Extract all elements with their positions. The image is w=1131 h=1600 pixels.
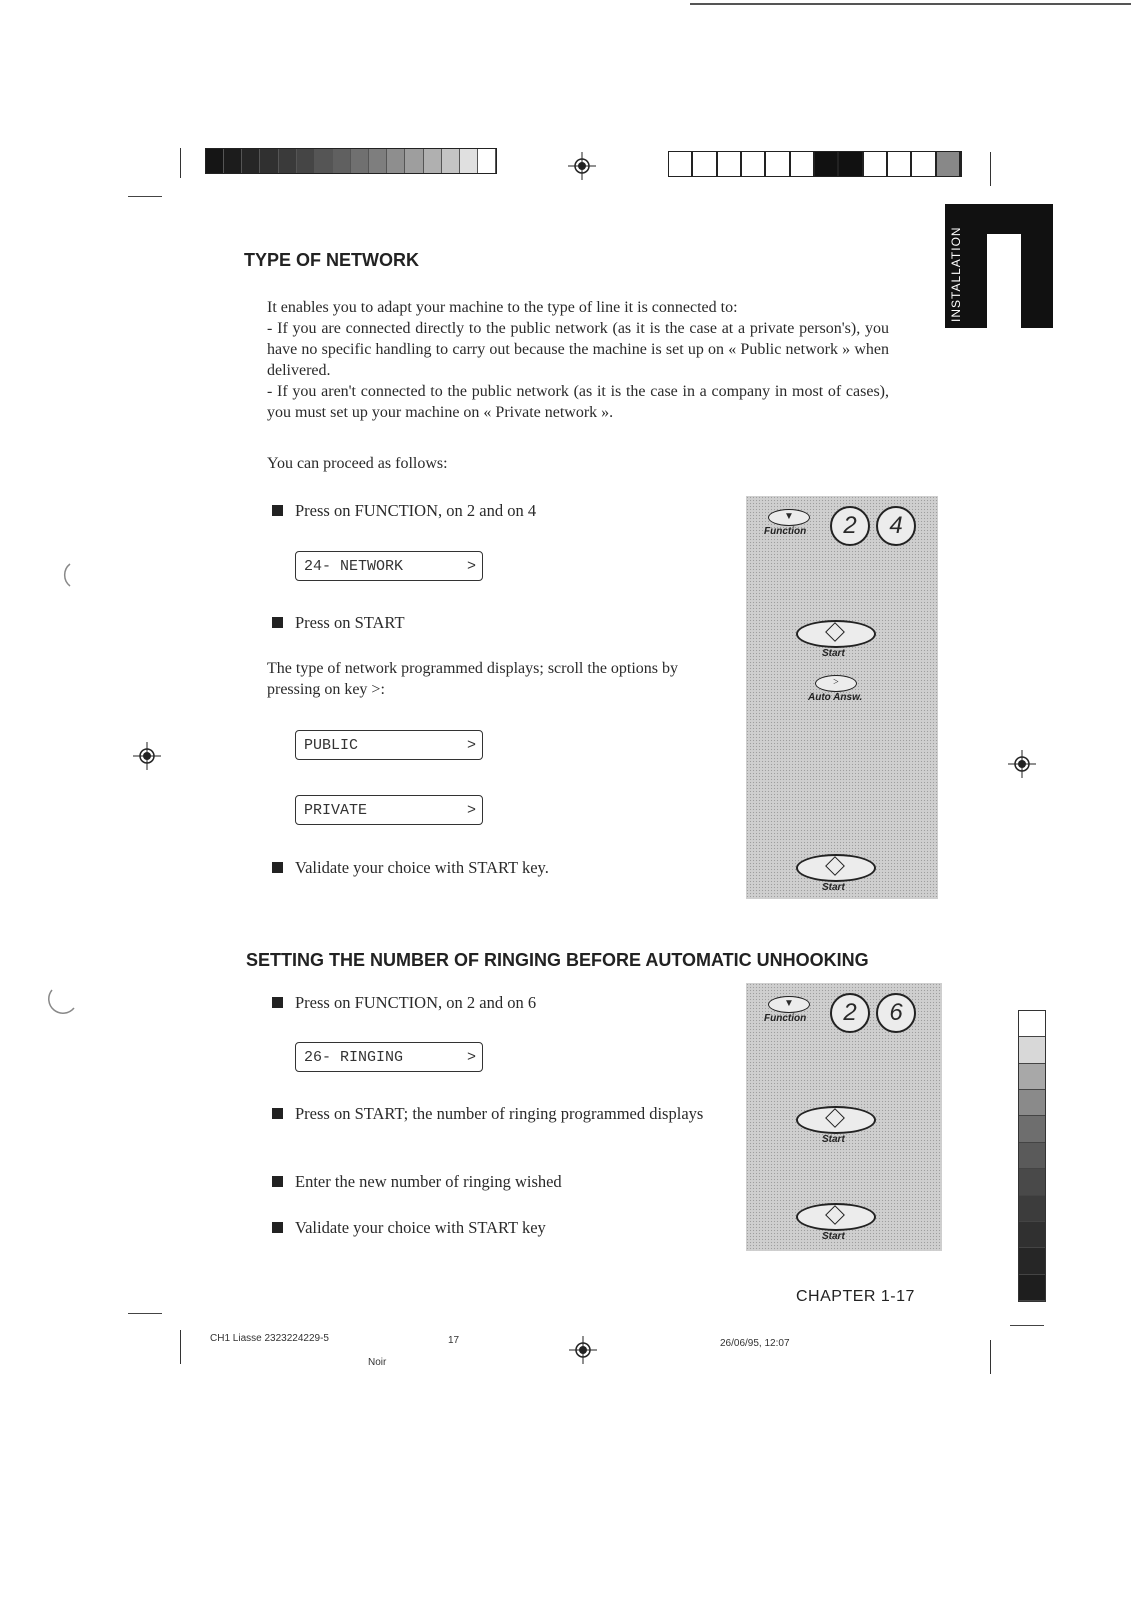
top-crop-line	[690, 3, 1131, 5]
side-tab-label: INSTALLATION	[949, 226, 963, 322]
registration-mark-icon	[133, 742, 161, 770]
bullet-square-icon	[272, 997, 283, 1008]
print-color-bar	[668, 151, 962, 177]
crop-mark	[1010, 1325, 1044, 1326]
print-color-bar	[205, 148, 497, 174]
start-key	[796, 854, 876, 882]
lcd-display	[295, 795, 483, 825]
lcd-text: 24- NETWORK	[304, 558, 404, 575]
digit-key: 2	[830, 506, 870, 546]
auto-answer-key: >	[815, 675, 857, 692]
start-key-label: Start	[822, 882, 845, 893]
bullet-square-icon	[272, 617, 283, 628]
start-key-label: Start	[822, 648, 845, 659]
footer-page: 17	[448, 1335, 460, 1346]
proceed-text: You can proceed as follows:	[267, 455, 448, 472]
lcd-display	[295, 730, 483, 760]
step-item	[272, 613, 405, 633]
binding-hole-icon	[48, 986, 78, 1016]
step-item	[272, 1104, 728, 1124]
footer-date: 26/06/95, 12:07	[720, 1338, 790, 1349]
start-key	[796, 620, 876, 648]
keypad-panel	[746, 983, 942, 1251]
start-key	[796, 1203, 876, 1231]
footer-color: Noir	[368, 1357, 387, 1368]
gray-scale-bar	[1018, 1010, 1046, 1302]
chapter-label: CHAPTER 1-17	[796, 1288, 915, 1305]
step-text: Press on START; the number of ringing programmed displays	[295, 1104, 704, 1123]
registration-mark-icon	[569, 1336, 597, 1364]
function-key-label: Function	[764, 1013, 807, 1024]
step-item	[272, 858, 549, 878]
crop-mark	[180, 148, 181, 178]
function-key: ▼	[768, 996, 810, 1013]
crop-mark	[990, 1340, 991, 1374]
footer-file: CH1 Liasse 2323224229-5	[210, 1333, 329, 1344]
lcd-arrow: >	[466, 802, 476, 819]
intro-line: - If you are connected directly to the public network (as it is the case at a private person's), you have no specific handling to carry out because the machine is set up on « Public network » when delivered.	[267, 320, 889, 379]
step-text: Press on START	[295, 613, 405, 632]
keypad-panel	[746, 496, 938, 899]
auto-answer-key-label: Auto Answ.	[808, 692, 863, 703]
lcd-display	[295, 1042, 483, 1072]
step-item	[272, 1218, 546, 1238]
function-key-label: Function	[764, 526, 807, 537]
step-text: Press on FUNCTION, on 2 and on 4	[295, 501, 537, 520]
section-heading: SETTING THE NUMBER OF RINGING BEFORE AUTOMATIC UNHOOKING	[246, 950, 869, 970]
digit-key: 6	[876, 993, 916, 1033]
step-item	[272, 993, 536, 1013]
bullet-square-icon	[272, 1176, 283, 1187]
side-tab	[945, 204, 1053, 328]
registration-mark-icon	[1008, 750, 1036, 778]
step-text: Validate your choice with START key.	[295, 858, 549, 877]
crop-mark	[128, 196, 162, 197]
lcd-arrow: >	[466, 1049, 476, 1066]
function-key: ▼	[768, 509, 810, 526]
registration-mark-icon	[568, 152, 596, 180]
bullet-square-icon	[272, 1108, 283, 1119]
step-item	[272, 501, 536, 521]
bullet-square-icon	[272, 1222, 283, 1233]
step-text: Press on FUNCTION, on 2 and on 6	[295, 993, 537, 1012]
lcd-text: 26- RINGING	[304, 1049, 404, 1066]
bullet-square-icon	[272, 862, 283, 873]
step-item	[272, 1172, 562, 1192]
digit-key: 2	[830, 993, 870, 1033]
start-key-label: Start	[822, 1134, 845, 1145]
intro-text	[267, 297, 889, 423]
lcd-display	[295, 551, 483, 581]
intro-line: It enables you to adapt your machine to the type of line it is connected to:	[267, 299, 738, 316]
section-heading: TYPE OF NETWORK	[244, 250, 419, 270]
binding-hole-icon	[48, 560, 78, 590]
crop-mark	[990, 152, 991, 186]
lcd-text: PUBLIC	[304, 737, 359, 754]
step-text: Enter the new number of ringing wished	[295, 1172, 562, 1191]
bullet-square-icon	[272, 505, 283, 516]
lcd-arrow: >	[466, 737, 476, 754]
intro-line: - If you aren't connected to the public network (as it is the case in a company in most of cases), you must set up your machine on « Private network ».	[267, 383, 889, 421]
lcd-arrow: >	[466, 558, 476, 575]
crop-mark	[128, 1313, 162, 1314]
start-key-label: Start	[822, 1231, 845, 1242]
digit-key: 4	[876, 506, 916, 546]
lcd-text: PRIVATE	[304, 802, 368, 819]
step-text: Validate your choice with START key	[295, 1218, 546, 1237]
start-key	[796, 1106, 876, 1134]
crop-mark	[180, 1330, 181, 1364]
scroll-text: The type of network programmed displays; scroll the options by pressing on key >:	[267, 660, 679, 698]
